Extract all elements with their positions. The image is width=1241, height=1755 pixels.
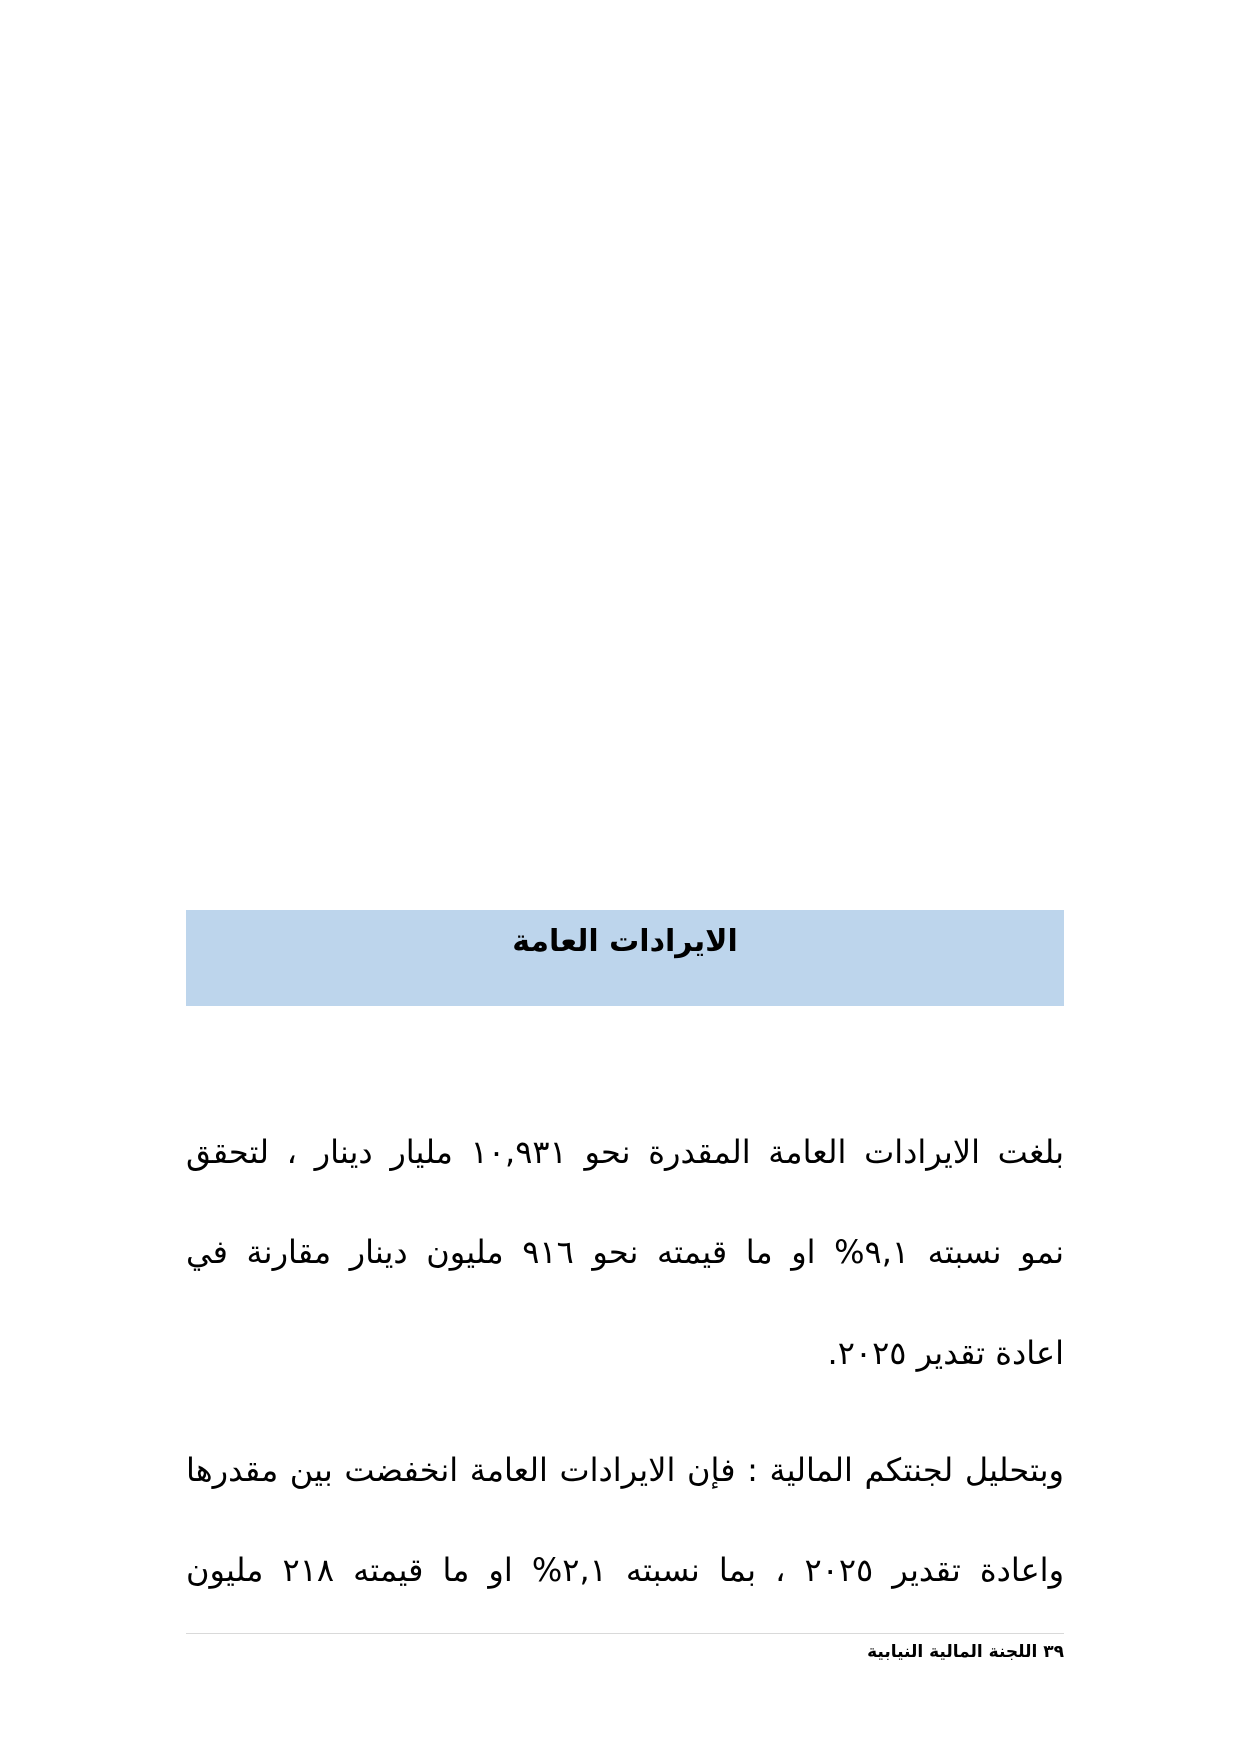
footer-divider — [186, 1633, 1064, 1634]
paragraph-2-line-2: واعادة تقدير ٢٠٢٥ ، بما نسبته ٢,١% او ما قيمته ٢١٨ مليون — [186, 1551, 1065, 1589]
paragraph-1-line-3: اعادة تقدير ٢٠٢٥. — [827, 1334, 1064, 1372]
paragraph-1-line-2: نمو نسبته ٩,١% او ما قيمته نحو ٩١٦ مليون دينار مقارنة في — [186, 1233, 1065, 1271]
paragraph-1-line-1: بلغت الايرادات العامة المقدرة نحو ١٠,٩٣١ مليار دينار ، لتحقق — [186, 1133, 1065, 1171]
page-footer: ٣٩ اللجنة المالية النيابية — [867, 1642, 1064, 1662]
section-header — [186, 910, 1064, 1006]
paragraph-2-line-1: وبتحليل لجنتكم المالية : فإن الايرادات العامة انخفضت بين مقدرها — [186, 1451, 1064, 1489]
section-title: الايرادات العامة — [512, 924, 738, 959]
